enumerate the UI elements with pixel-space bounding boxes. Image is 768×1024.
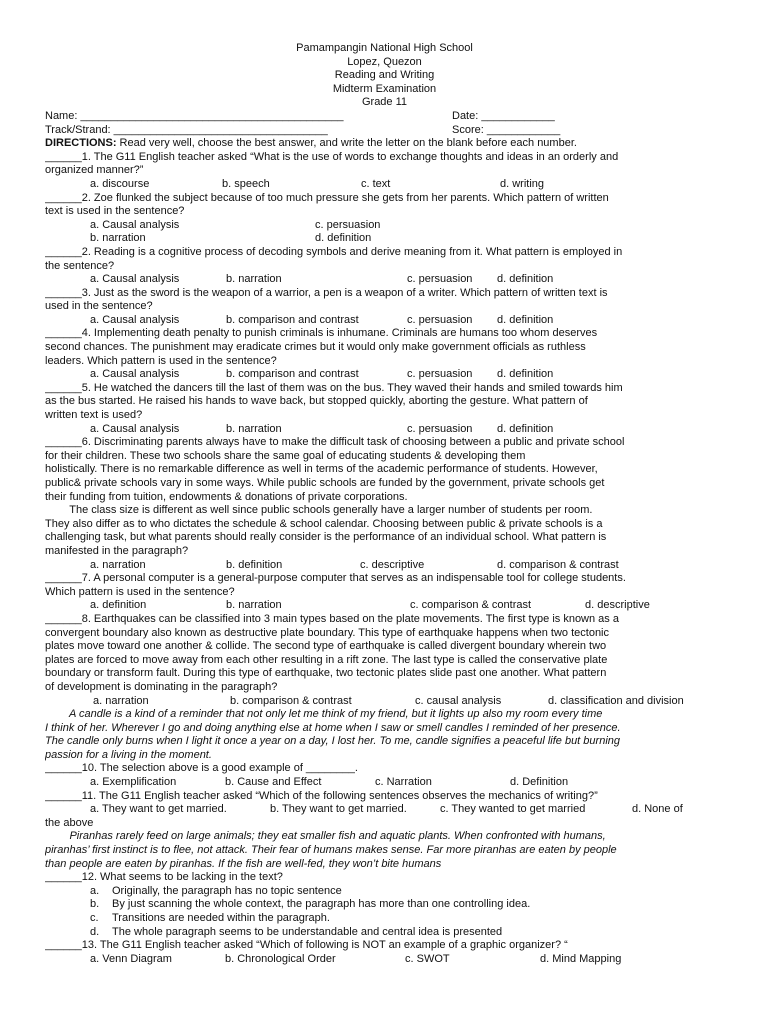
choice-b: b. Chronological Order [225, 952, 336, 965]
question-1 [45, 151, 724, 192]
question-stem-line: written text is used? [45, 409, 143, 422]
choice-d-continued: the above [45, 816, 94, 829]
passage-line: A candle is a kind of a reminder that not only let me think of my friend, but it lights up also my room every time [45, 708, 603, 721]
choice-row [45, 232, 724, 246]
school-location: Lopez, Quezon [347, 55, 422, 68]
choice-row [45, 776, 724, 790]
choice-c: c. text [361, 177, 391, 190]
choice-a: a. Causal analysis [90, 218, 180, 231]
choice-row [45, 912, 724, 926]
choice-b: b. They want to get married. [270, 803, 407, 816]
question-stem-line: ______5. He watched the dancers till the last of them was on the bus. They waved their hands and smiled towards him [45, 381, 623, 394]
exam-title: Midterm Examination [332, 82, 437, 95]
question-7 [45, 572, 724, 613]
choice-d: d. writing [500, 177, 545, 190]
question-stem-line: ______13. The G11 English teacher asked “Which of following is NOT an example of a graphic organizer? “ [45, 939, 568, 952]
passage-line: piranhas’ first instinct is to flee, not attack. Their fear of humans makes sense. Far more piranhas are eaten by people [45, 844, 617, 857]
choice-c: c. causal analysis [415, 694, 502, 707]
question-stem-line: text is used in the sentence? [45, 205, 185, 218]
choice-c: c. Narration [375, 776, 432, 789]
directions [45, 137, 724, 151]
question-stem-line: boundary or transform fault. During this type of earthquake, two tectonic plates slide past one another. What pattern [45, 667, 607, 680]
choice-row [45, 368, 724, 382]
passage-line: I think of her. Wherever I go and doing anything else at home when I saw or smell candles I reminded of her presence. [45, 721, 621, 734]
choice-c: c. persuasion [407, 273, 473, 286]
choice-b: By just scanning the whole context, the paragraph has more than one controlling idea. [112, 898, 531, 911]
choice-row [45, 885, 724, 899]
grade-level: Grade 11 [361, 96, 408, 109]
question-stem-line: for their children. These two schools share the same goal of educating students & developing them [45, 449, 526, 462]
passage-line: The candle only burns when I light it once a year on a day, I lost her. To me, candle signifies a peaceful life but burning [45, 735, 620, 748]
question-stem-line: They also differ as to who dictates the schedule & school calendar. Choosing between public & private schools is a [45, 517, 603, 530]
choice-d: d. definition [497, 422, 554, 435]
question-stem-line: of development is dominating in the paragraph? [45, 680, 278, 693]
choice-d: d. descriptive [585, 599, 650, 612]
question-stem-line: ______3. Just as the sword is the weapon of a warrior, a pen is a weapon of a writer. Which pattern of written text is [45, 286, 608, 299]
date-field[interactable]: Date: ____________ [452, 109, 555, 122]
directions-label: DIRECTIONS: [45, 137, 117, 150]
question-stem-line: holistically. There is no remarkable difference as well in terms of the academic performance of students. However, [45, 463, 598, 476]
choice-b: b. speech [222, 177, 270, 190]
passage-line: passion for a living in the moment. [45, 748, 212, 761]
question-stem-line: Which pattern is used in the sentence? [45, 585, 235, 598]
question-12 [45, 871, 724, 939]
question-stem-line: ______2. Zoe flunked the subject because of too much pressure she gets from her parents. Which pattern of written [45, 191, 609, 204]
choice-d: d. definition [497, 313, 554, 326]
choice-d: d. Definition [510, 776, 569, 789]
choice-d: d. definition [497, 273, 554, 286]
choice-c: c. persuasion [407, 422, 473, 435]
choice-a: a. Causal analysis [90, 313, 180, 326]
choice-b: b. comparison and contrast [226, 313, 359, 326]
choice-a-letter: a. [90, 884, 100, 897]
choice-d: d. Mind Mapping [540, 952, 622, 965]
choice-d: d. None of [632, 803, 683, 816]
score-field[interactable]: Score: ____________ [452, 123, 561, 136]
question-5 [45, 382, 724, 436]
question-11 [45, 790, 724, 831]
question-stem-line: the sentence? [45, 259, 115, 272]
question-stem-line: convergent boundary also known as destructive plate boundary. This type of earthquake happens when two tectonic [45, 626, 610, 639]
choice-a: a. narration [90, 558, 146, 571]
candle-passage [45, 708, 724, 762]
choice-a: a. discourse [90, 177, 150, 190]
choice-d: d. definition [497, 368, 554, 381]
choice-c: Transitions are needed within the paragraph. [112, 912, 330, 924]
choice-row [45, 423, 724, 437]
choice-a: a. definition [90, 599, 147, 612]
question-3 [45, 287, 724, 328]
choice-row [45, 219, 724, 233]
question-stem-line: plates are forced to move away from each other resulting in a rift zone. The last type is called the conservative plate [45, 653, 608, 666]
name-date-row [45, 110, 724, 124]
question-stem-line: public& private schools vary in some ways. While public schools are funded by the government, private schools get [45, 477, 605, 489]
choice-a: a. Causal analysis [90, 368, 180, 381]
choice-row [45, 953, 724, 967]
question-stem-line: manifested in the paragraph? [45, 544, 189, 557]
question-stem-line: ______7. A personal computer is a general-purpose computer that serves as an indispensable tool for college students. [45, 572, 626, 585]
question-stem-line: ______12. What seems to be lacking in the text? [45, 871, 283, 884]
choice-b: b. definition [226, 558, 283, 571]
passage-line: Piranhas rarely feed on large animals; they eat smaller fish and aquatic plants. When confronted with humans, [45, 830, 606, 843]
directions-text: Read very well, choose the best answer, and write the letter on the blank before each number. [116, 137, 577, 150]
choice-row [45, 273, 724, 287]
choice-b: b. narration [226, 422, 282, 435]
choice-c: c. comparison & contrast [410, 599, 532, 612]
choice-row [45, 559, 724, 573]
choice-d-letter: d. [90, 925, 100, 938]
question-10 [45, 762, 724, 789]
choice-b: b. narration [90, 232, 146, 245]
choice-c: c. persuasion [407, 313, 473, 326]
choice-b: b. comparison and contrast [226, 368, 359, 381]
choice-c: c. descriptive [360, 558, 425, 571]
question-2 [45, 192, 724, 246]
question-stem-line: leaders. Which pattern is used in the sentence? [45, 354, 277, 367]
choice-row [45, 599, 724, 613]
question-stem-line: ______4. Implementing death penalty to punish criminals is inhumane. Criminals are humans too whom deserves [45, 327, 598, 340]
question-stem-line: second chances. The punishment may eradicate crimes but it would only make government officials as ruthless [45, 341, 586, 354]
question-stem-line: ______2. Reading is a cognitive process of decoding symbols and derive meaning from it. What pattern is employed in [45, 245, 623, 258]
school-name: Pamampangin National High School [296, 42, 473, 54]
choice-c: c. persuasion [315, 218, 381, 231]
question-stem-line: ______11. The G11 English teacher asked “Which of the following sentences observes the mechanics of writing?” [45, 789, 598, 802]
choice-row [45, 898, 724, 912]
choice-row [45, 695, 724, 709]
choice-d: d. comparison & contrast [497, 558, 619, 571]
choice-a: a. Causal analysis [90, 273, 180, 286]
choice-row [45, 926, 724, 940]
choice-row [45, 178, 724, 192]
track-field[interactable]: Track/Strand: ___________________________________ [45, 123, 328, 136]
choice-b: b. narration [226, 273, 282, 286]
question-stem-line: ______1. The G11 English teacher asked “What is the use of words to exchange thoughts and ideas in an orderly and [45, 150, 619, 163]
question-stem-line: challenging task, but what parents should really consider is the performance of an individual school. What pattern is [45, 531, 607, 544]
question-stem-line: as the bus started. He raised his hands to wave back, but stopped quickly, aborting the gesture. What pattern of [45, 395, 588, 408]
choice-a: a. Causal analysis [90, 422, 180, 435]
question-stem-line: ______6. Discriminating parents always have to make the difficult task of choosing between a public and private school [45, 436, 625, 449]
choice-b: b. Cause and Effect [225, 776, 322, 789]
choice-c-letter: c. [90, 912, 99, 924]
subject-title: Reading and Writing [334, 69, 435, 82]
choice-row [45, 314, 724, 328]
question-stem-line: organized manner?” [45, 164, 144, 177]
question-stem-line: plates move toward one another & collide. The second type of earthquake is called divergent boundary wherein two [45, 640, 607, 653]
track-score-row [45, 124, 724, 138]
choice-b: b. comparison & contrast [230, 694, 352, 707]
question-stem-line: their funding from tuition, endowments & donations of private corporations. [45, 490, 408, 503]
choice-c: c. SWOT [405, 952, 450, 965]
choice-a: a. narration [93, 694, 149, 707]
question-stem-line: ______10. The selection above is a good example of ________. [45, 762, 358, 775]
choice-a: Originally, the paragraph has no topic sentence [112, 884, 342, 897]
choice-b-letter: b. [90, 898, 100, 911]
choice-d: The whole paragraph seems to be understandable and central idea is presented [112, 925, 503, 938]
question-2b [45, 246, 724, 287]
question-8 [45, 613, 724, 708]
question-stem-line: used in the sentence? [45, 300, 153, 313]
question-4 [45, 327, 724, 381]
choice-d: d. definition [315, 232, 372, 245]
question-stem-line: The class size is different as well since public schools generally have a larger number of students per room. [45, 504, 593, 517]
choice-a: a. They want to get married. [90, 803, 227, 816]
piranha-passage [45, 830, 724, 871]
question-stem-line: ______8. Earthquakes can be classified into 3 main types based on the plate movements. The first type is known as a [45, 612, 619, 625]
choice-c: c. They wanted to get married [440, 803, 586, 816]
choice-c: c. persuasion [407, 368, 473, 381]
choice-b: b. narration [226, 599, 282, 612]
question-13 [45, 939, 724, 966]
choice-a: a. Exemplification [90, 776, 177, 789]
name-field[interactable]: Name: ___________________________________________ [45, 109, 344, 122]
question-6 [45, 436, 724, 572]
choice-a: a. Venn Diagram [90, 952, 172, 965]
passage-line: than people are eaten by piranhas. If the fish are well-fed, they won’t bite humans [45, 857, 442, 870]
choice-d: d. classification and division [548, 694, 684, 707]
choice-row [45, 803, 724, 817]
